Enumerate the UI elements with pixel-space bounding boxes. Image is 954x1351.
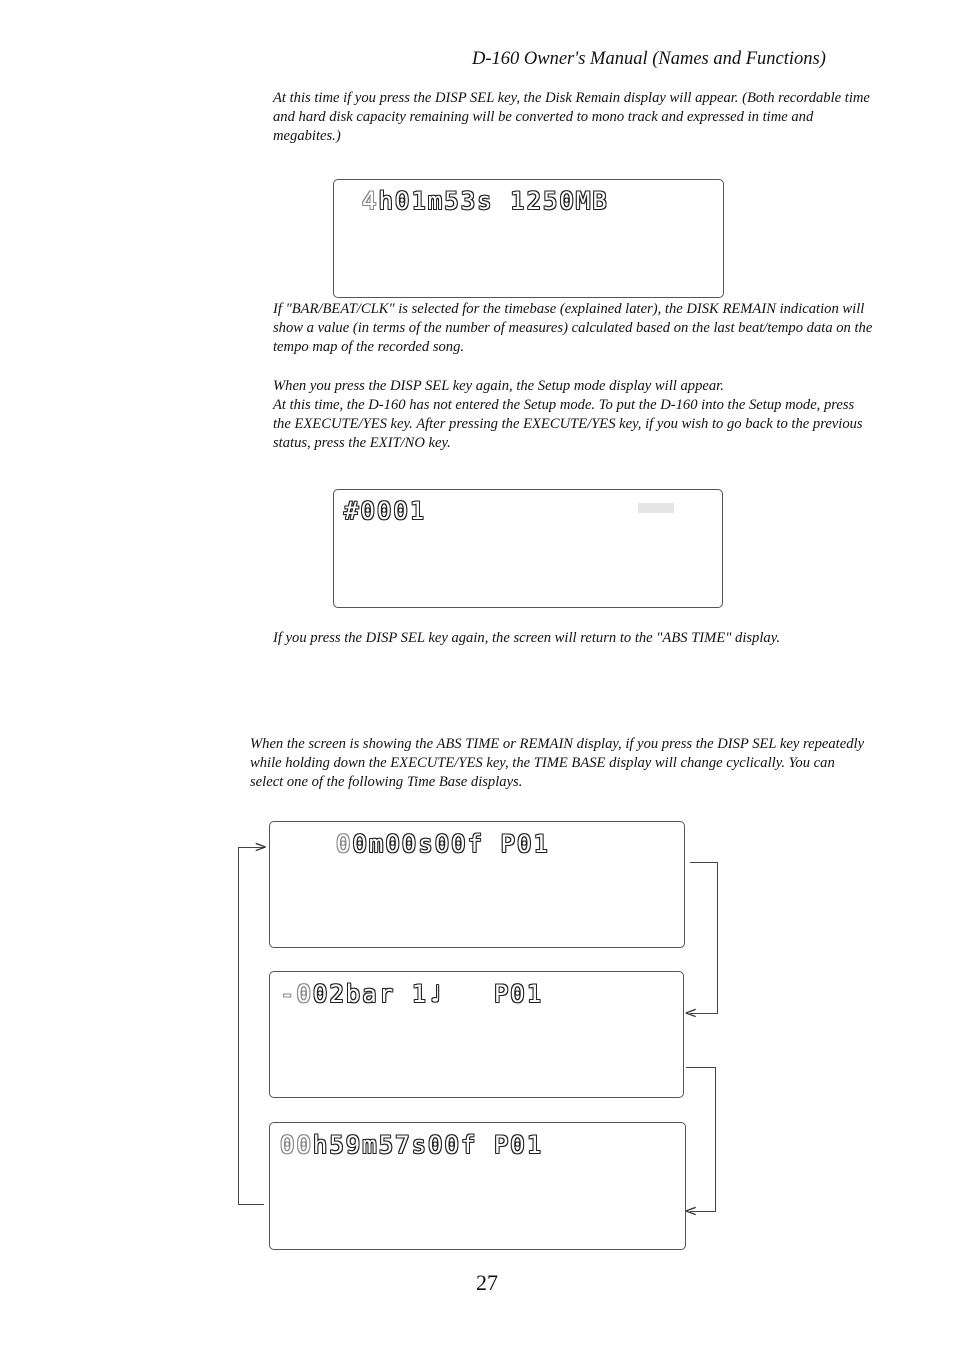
lcd-setup-text: #0001 (344, 497, 427, 525)
connector-line (238, 1204, 264, 1205)
connector-line (686, 1067, 716, 1068)
connector-line (717, 862, 718, 1014)
paragraph-setup-intro: When you press the DISP SEL key again, the Setup mode display will appear. (273, 378, 724, 394)
paragraph-abs-time-return: If you press the DISP SEL key again, the screen will return to the "ABS TIME" display. (273, 630, 781, 646)
lcd-setup (333, 489, 723, 608)
arrow-left-icon: < (684, 1201, 698, 1220)
arrow-left-icon: < (684, 1003, 698, 1022)
paragraph-time-base: When the screen is showing the ABS TIME or REMAIN display, if you press the DISP SEL key repeatedly while holding down the EXECUTE/YES key, the TIME BASE display will change cyclically. You can select one of the following Time Base displays. (250, 736, 865, 791)
connector-line (238, 847, 239, 1205)
page-header: D-160 Owner's Manual (Names and Functions) (472, 49, 826, 69)
connector-line (715, 1067, 716, 1212)
arrow-right-icon: > (254, 837, 268, 856)
lcd-dim-digit: 0 (336, 830, 353, 858)
lcd-abs-time-text (336, 831, 550, 857)
lcd-bar-beat (269, 971, 684, 1098)
connector-line (690, 862, 718, 863)
lcd-mtc (269, 1122, 686, 1250)
paragraph-bar-beat-clk: If "BAR/BEAT/CLK" is selected for the timebase (explained later), the DISK REMAIN indication will show a value (in terms of the number of measures) calculated based on the last beat/tempo data on the tempo map of the recorded song. (273, 301, 873, 356)
lcd-main-text: h01m53s 1250MB (378, 187, 609, 215)
lcd-dim-digit: 00 (280, 1131, 313, 1159)
lcd-main-text: 0m00s00f P01 (352, 830, 550, 858)
lcd-main-text: h59m57s00f P01 (312, 1131, 544, 1159)
lcd-bar-beat-text (280, 981, 543, 1007)
lcd-mtc-text (280, 1132, 543, 1158)
lcd-dim-digit: -0 (280, 980, 313, 1008)
lcd-dim-digit: 4 (362, 187, 379, 215)
lcd-disk-remain-text (362, 188, 609, 214)
page-number: 27 (476, 1270, 498, 1295)
lcd-disk-remain (333, 179, 724, 298)
paragraph-setup-mode: At this time, the D-160 has not entered the Setup mode. To put the D-160 into the Setup mode, press the EXECUTE/YES key. After pressing the EXECUTE/YES key, if you wish to go back to the previous status, press the EXIT/NO key. (273, 397, 863, 452)
lcd-block (638, 503, 674, 513)
lcd-abs-time (269, 821, 685, 948)
paragraph-disk-remain: At this time if you press the DISP SEL key, the Disk Remain display will appear. (Both recordable time and hard disk capacity remaining will be converted to mono track and expressed in time and megabites.) (273, 90, 870, 145)
lcd-main-text: 02bar 1♩ P01 (312, 980, 544, 1008)
